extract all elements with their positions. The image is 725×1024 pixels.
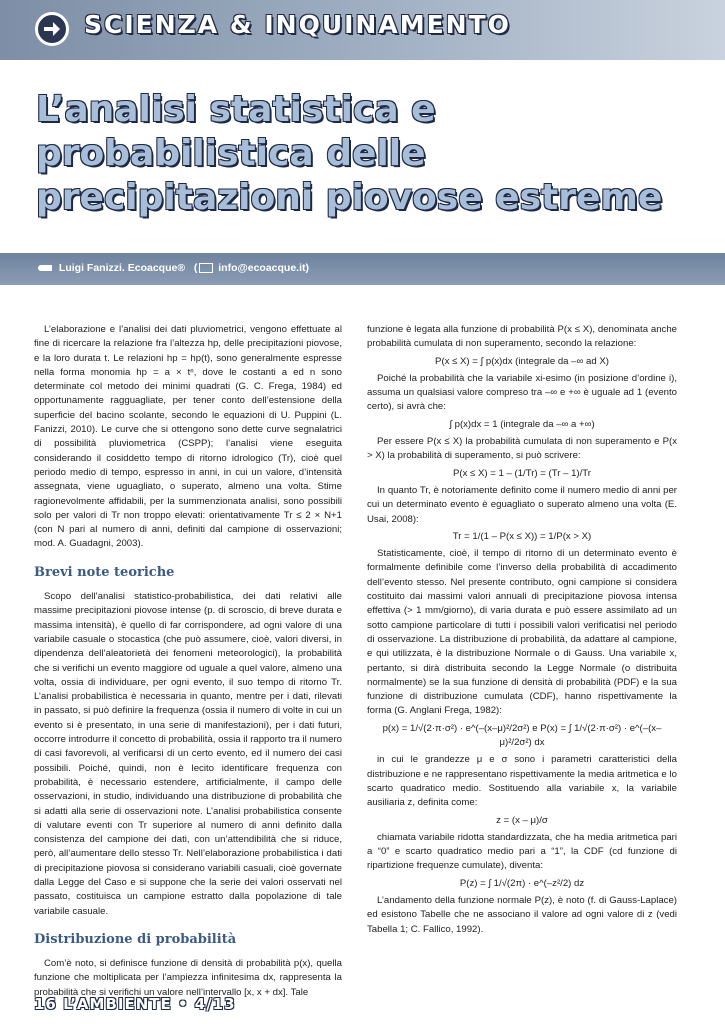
section-label: SCIENZA & INQUINAMENTO (84, 10, 511, 39)
paragraph: funzione è legata alla funzione di probabilità P(x ≤ X), denominata anche probabilità cumulata di non superamento, secondo la relazione: (367, 324, 677, 350)
formula: p(x) = 1/√(2·π·σ²) · e^(–(x–μ)²/2σ²) e P(x) = ∫ 1/√(2·π·σ²) · e^(–(x–μ)²/2σ²) dx (382, 722, 662, 749)
paragraph: chiamata variabile ridotta standardizzata, che ha media aritmetica pari a “0” e scarto quadratico medio pari a “1”, la CDF (cd funzione di ripartizione frequenze cumulate), diventa: (367, 831, 677, 872)
subheading-brevi-note: Brevi note teoriche (34, 564, 175, 580)
author-name: Luigi Fanizzi. Ecoacque® (58, 262, 186, 274)
arrow-right-icon (35, 12, 69, 46)
paragraph: Statisticamente, cioè, il tempo di ritorno di un determinato evento è formalmente definibile come l’inverso della probabilità di accadimento dell’evento stesso. Nel presente contributo, ogni campione si considera costituito dai massimi valori annuali di precipitazione piovosa intensa effettiva (> 1 mm/giorno), di varia durata e può essere assimilato ad un sotto campione particolare di tutti i possibili valori verificatisi nel periodo di osservazione. La distribuzione di probabilità, da adattare al campione, e qui utilizzata, è la distribuzione Normale o di Gauss. Una variabile x, pertanto, si dirà distribuita secondo la Legge Normale (o distribuita normalmente) se la sua funzione di densità di probabilità (PDF) e la sua funzione di distribuzione cumulata (CDF), hanno rispettivamente la forma (G. Anglani Frega, 1982): (367, 548, 677, 717)
formula: Tr = 1/(1 – P(x ≤ X)) = 1/P(x > X) (452, 530, 592, 542)
subheading-distribuzione: Distribuzione di probabilità (34, 931, 237, 947)
formula: P(z) = ∫ 1/√(2π) · e^(–z²/2) dz (459, 877, 585, 889)
paragraph: in cui le grandezze μ e σ sono i parametri caratteristici della distribuzione e ne rappresentano rispettivamente la media aritmetica e lo scarto quadratico medio. Sostituendo alla variabile x, la variabile ausiliaria z, definita come: (367, 754, 677, 809)
paragraph: In quanto Tr, è notoriamente definito come il numero medio di anni per cui un determinato evento è eguagliato o superato almeno una volta (E. Usai, 2008): (367, 484, 677, 525)
section-header (0, 0, 725, 60)
pen-icon (38, 265, 52, 271)
mail-icon (199, 263, 213, 273)
page-footer: 16 L’AMBIENTE • 4/13 (34, 995, 236, 1013)
right-column (367, 323, 677, 937)
author-bar: Luigi Fanizzi. Ecoacque® ( info@ecoacque.it) (0, 253, 725, 285)
paragraph: Per essere P(x ≤ X) la probabilità cumulata di non superamento e P(x > X) la probabilità di superamento, si può scrivere: (367, 436, 677, 462)
paragraph: L’andamento della funzione normale P(z), è noto (f. di Gauss-Laplace) ed esistono Tabelle che ne associano il valore ad ogni valore di z (vedi Tabella 1; C. Fallico, 1992). (367, 894, 677, 935)
paragraph: Poiché la probabilità che la variabile xi-esimo (in posizione d’ordine i), assuma un qualsiasi valore compreso tra –∞ e +∞ è uguale ad 1 (evento certo), si avrà che: (367, 372, 677, 413)
left-column (34, 323, 342, 1000)
formula: P(x ≤ X) = 1 – (1/Tr) = (Tr – 1)/Tr (453, 467, 591, 479)
formula: z = (x – μ)/σ (496, 814, 548, 826)
paragraph: Com’è noto, si definisce funzione di densità di probabilità p(x), quella funzione che moltiplicata per l’ampiezza infinitesima dx, rappresenta la probabilità che si verifichi un valore nell’intervallo [x, x + dx]. Tale (34, 958, 342, 998)
formula: P(x ≤ X) = ∫ p(x)dx (integrale da –∞ ad X) (435, 355, 609, 367)
paragraph: L’elaborazione e l’analisi dei dati pluviometrici, vengono effettuate al fine di ricercare la relazione fra l’altezza hp, delle precipitazioni piovose, e la loro durata t. Le relazioni hp = hp(t), sono generalmente espresse nella forma monomia hp = a × tⁿ, dove le costanti a ed n sono determinate col metodo dei minimi quadrati (G. C. Frega, 1984) ed opportunamente ragguagliate, per tener conto dell’estensione della superficie del bacino scolante, secondo le equazioni di U. Puppini (L. Fanizzi, 2010). Le curve che si ottengono sono dette curve segnalatrici di possibilità pluviometrica (CSPP); l’analisi viene eseguita considerando il cosiddetto tempo di ritorno idrologico (Tr), cioè quel periodo medio di tempo, espresso in anni, in cui un valore, d’intensità assegnata, viene uguagliato, o superato, almeno una volta. Stime ragionevolmente affidabili, per la summenzionata analisi, sono possibili solo per valori di Tr non troppo elevati: orientativamente Tr ≤ 2 × N+1 (con N pari al numero di anni, definiti dal campione di osservazioni; mod. A. Guadagni, 2003). (34, 324, 342, 550)
article-title: L’analisi statistica e probabilistica delle precipitazioni piovose estreme (36, 89, 663, 218)
formula: ∫ p(x)dx = 1 (integrale da –∞ a +∞) (449, 418, 595, 430)
paragraph: Scopo dell’analisi statistico-probabilistica, dei dati relativi alle massime precipitazioni piovose intense (p. di scroscio, di breve durata e massima intensità), è quello di far corrispondere, ad ogni valore di una variabile casuale o stocastica (che può assumere, cioè, valori diversi, in dipendenza dell’aleatorietà dei fenomeni meteorologici), la probabilità che si verifichi un evento maggiore od uguale a quel valore, almeno una volta, ossia di individuare, per ogni evento, il suo tempo di ritorno Tr. L’analisi probabilistica è necessaria in quanto, mentre per i dati, rilevati in passato, si può definire la frequenza (ossia il numero di volte in cui un evento si è presentato, in una serie di manifestazioni), per i dati futuri, occorre introdurre il concetto di probabilità, ossia il rapporto tra il numero di casi favorevoli, al verificarsi di un certo evento, ed il numero dei casi possibili. Poiché, quindi, non è lecito identificare frequenza con probabilità, è necessario estendere, artificialmente, il campo delle osservazioni, in studio, individuando una distribuzione di probabilità che si adatti alla serie di osservazioni note. L’analisi probabilistica consente di valutare eventi con Tr superiore al numero di anni definito dalla consistenza del campione dei dati, con un’attendibilità che si riduce, però, all’aumentare dello stesso Tr. Nell’elaborazione probabilistica i dati di precipitazione piovosa si considerano variabili casuali, cioè governate dalla Legge del Caso e si suppone che la serie dei valori osservati nel passato, costituisca un campione estratto dalla popolazione di tale variabile casuale. (34, 591, 342, 917)
author-email: info@ecoacque.it (218, 262, 306, 274)
